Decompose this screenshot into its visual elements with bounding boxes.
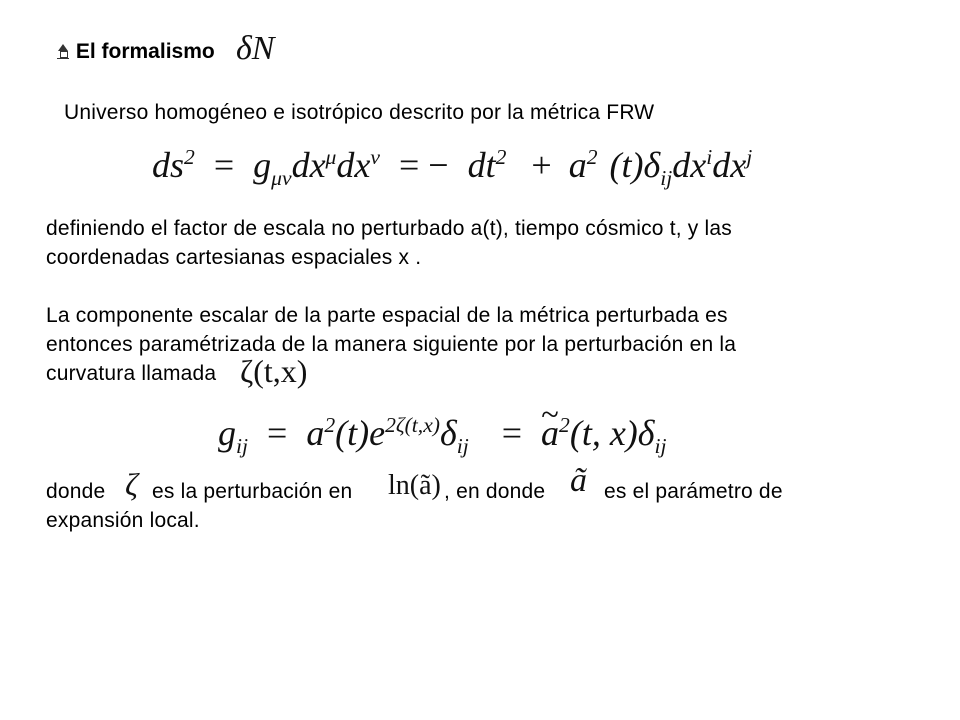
paragraph1-line1: definiendo el factor de escala no perturbado a(t), tiempo cósmico t, y las [46, 217, 732, 240]
intro-text: Universo homogéneo e isotrópico descrito por la métrica FRW [64, 101, 655, 124]
paragraph3-text-en-donde: , en donde [444, 480, 546, 503]
title-math: δN [236, 30, 275, 67]
a-tilde-symbol: ã [570, 462, 587, 499]
title-text: El formalismo [75, 40, 215, 63]
paragraph3-text-parametro: es el parámetro de [604, 480, 783, 503]
home-icon [56, 43, 70, 59]
paragraph2-line1: La componente escalar de la parte espacial de la métrica perturbada es [46, 304, 728, 327]
ln-expression: ln(ã) [388, 470, 441, 501]
paragraph3-line2: expansión local. [46, 509, 200, 532]
paragraph3-text-perturbacion: es la perturbación en [152, 480, 353, 503]
paragraph3-word-donde: donde [46, 480, 106, 503]
zeta-expression: ζ(t,x) [240, 353, 308, 389]
frw-equation: $ds^2 = g_{\mu\nu}dx^\mu dx^\nu$ = − $dt^2 + a^2$ $(t)\delta_{ij}dx^idx^j$ [152, 145, 753, 191]
paragraph2-line2: entonces paramétrizada de la manera siguiente por la perturbación en la [46, 333, 737, 356]
perturbed-metric-equation: $g_{ij} = a^2(t)e^{2\zeta(t,x)}\delta_{ij}$ = ~ $a^2(t$, $x)\delta_{ij}$ [218, 408, 667, 458]
paragraph1-line2: coordenadas cartesianas espaciales x . [46, 246, 422, 269]
zeta-symbol: ζ [125, 466, 138, 502]
slide-title [56, 40, 215, 64]
paragraph2-line3: curvatura llamada [46, 362, 217, 385]
